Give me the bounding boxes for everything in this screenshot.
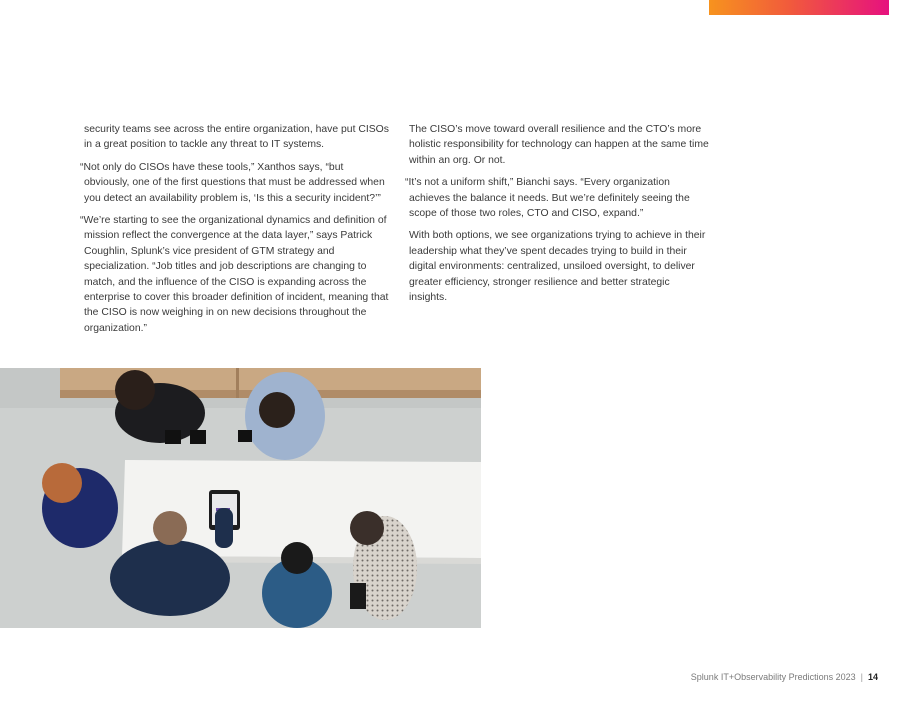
- page-number: 14: [867, 672, 878, 682]
- page-footer: [691, 672, 878, 682]
- left-text-column: [80, 122, 390, 343]
- body-paragraph: security teams see across the entire organization, have put CISOs in a great position to tackle any threat to IT systems.: [84, 124, 389, 151]
- publication-title: Splunk IT+Observability Predictions 2023: [690, 672, 856, 682]
- meeting-photo: [0, 368, 481, 628]
- body-paragraph: With both options, we see organizations trying to achieve in their leadership what they’ve spent decades trying to build in their digital environments: centralized, unsiloed oversight, to deliver greater efficiency, stronger resilience and better strategic insights.: [409, 230, 706, 304]
- body-paragraph: The CISO’s move toward overall resilience and the CTO’s more holistic responsibility for technology can happen at the same time within an org. Or not.: [409, 124, 709, 166]
- quote-paragraph: “We’re starting to see the organizational dynamics and definition of mission reflect the convergence at the data layer,” says Patrick Coughlin, Splunk’s vice president of GTM strategy and specialization. “Job titles and job descriptions are changing to match, and the influence of the CISO is expanding across the enterprise to cover this broader definition of incident, meaning that the CISO is now weighing in on new decisions throughout the organization.”: [80, 215, 389, 334]
- quote-paragraph: “It’s not a uniform shift,” Bianchi says. “Every organization achieves the balance it needs. But we’re definitely seeing the scope of those two roles, CTO and CISO, expand.”: [405, 177, 690, 220]
- quote-paragraph: “Not only do CISOs have these tools,” Xanthos says, “but obviously, one of the first questions that must be addressed when you detect an availability problem is, ‘Is this a security incident?’”: [80, 161, 385, 204]
- team-around-table-illustration: [0, 368, 481, 628]
- right-text-column: [405, 122, 710, 312]
- footer-separator: |: [860, 672, 863, 682]
- brand-gradient-bar: [709, 0, 889, 15]
